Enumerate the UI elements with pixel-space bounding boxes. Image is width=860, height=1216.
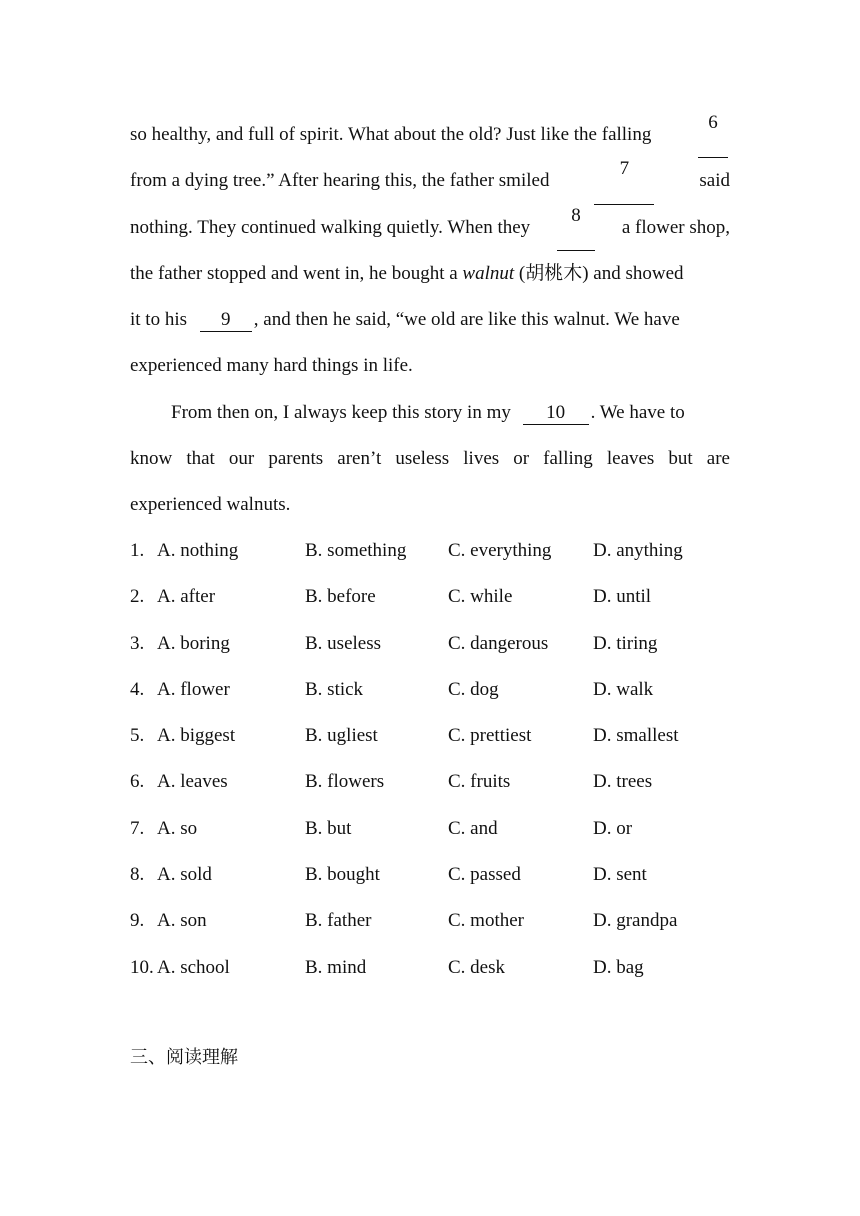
passage-text: (胡桃木) and showed [518, 262, 684, 284]
option-c: C. mother [448, 910, 524, 932]
option-d: D. or [593, 817, 633, 839]
option-row [130, 574, 750, 620]
option-c: C. dog [448, 678, 499, 700]
passage-text: the father stopped and went in, he bought a [130, 262, 458, 284]
question-number: 7. [130, 817, 145, 839]
option-c: C. dangerous [448, 632, 549, 654]
option-row [130, 528, 750, 574]
passage-text: know that our parents aren’t useless lives or falling leaves but are [130, 448, 730, 470]
passage-line-8 [130, 436, 730, 482]
option-b: B. but [305, 817, 352, 839]
option-d: D. bag [593, 956, 644, 978]
option-d: D. anything [593, 540, 683, 561]
option-a: A. flower [157, 678, 230, 700]
option-d: D. grandpa [593, 910, 678, 932]
passage-text: from a dying tree.” After hearing this, the father smiled [130, 170, 550, 192]
passage-line-2 [130, 158, 730, 204]
option-c: C. passed [448, 864, 521, 886]
passage-line-5 [130, 297, 730, 343]
passage-text: , and then he said, “we old are like this walnut. We have [253, 309, 680, 331]
question-number: 2. [130, 586, 145, 608]
option-b: B. before [305, 586, 376, 608]
question-number: 8. [130, 864, 145, 886]
option-row [130, 852, 750, 898]
passage-italic-word: walnut [462, 262, 515, 284]
blank-9: 9 [200, 309, 252, 332]
passage-line-4 [130, 251, 730, 297]
option-d: D. walk [593, 678, 654, 700]
option-c: C. while [448, 586, 513, 608]
option-row [130, 898, 750, 944]
option-a: A. nothing [157, 540, 239, 561]
option-a: A. so [157, 817, 198, 839]
option-d: D. sent [593, 864, 647, 886]
option-row [130, 621, 750, 667]
option-row [130, 667, 750, 713]
passage-line-3 [130, 205, 730, 251]
passage-text: so healthy, and full of spirit. What about the old? Just like the falling [130, 124, 652, 145]
option-b: B. bought [305, 864, 380, 886]
passage [130, 112, 730, 529]
option-b: B. ugliest [305, 725, 378, 747]
option-a: A. boring [157, 632, 230, 654]
question-number: 1. [130, 540, 145, 561]
option-a: A. after [157, 586, 216, 608]
option-a: A. school [157, 956, 230, 978]
option-row [130, 713, 750, 759]
passage-line-7 [130, 390, 730, 436]
option-a: A. sold [157, 864, 212, 886]
option-b: B. stick [305, 678, 364, 700]
passage-text: nothing. They continued walking quietly. When they [130, 216, 531, 238]
passage-text: . We have to [590, 401, 685, 423]
blank-10: 10 [523, 402, 589, 425]
question-number: 5. [130, 725, 145, 747]
option-b: B. father [305, 910, 372, 932]
option-b: B. something [305, 540, 407, 561]
passage-line-9: experienced walnuts. [130, 494, 291, 516]
passage-line-1 [130, 112, 730, 158]
option-d: D. tiring [593, 632, 658, 654]
option-c: C. prettiest [448, 725, 532, 747]
passage-text: it to his [130, 309, 188, 331]
blank-8: 8 [557, 205, 595, 251]
question-number: 6. [130, 771, 145, 793]
option-c: C. desk [448, 956, 505, 978]
answer-options [130, 528, 750, 991]
option-a: A. biggest [157, 725, 236, 747]
question-number: 10. [130, 956, 154, 978]
question-number: 3. [130, 632, 145, 654]
option-row [130, 759, 750, 805]
question-number: 9. [130, 910, 145, 932]
section-heading: 三、阅读理解 [130, 1047, 238, 1068]
option-d: D. until [593, 586, 652, 608]
passage-text: said [699, 170, 730, 192]
passage-line-6: experienced many hard things in life. [130, 355, 413, 377]
option-c: C. everything [448, 540, 552, 561]
passage-text: a flower shop, [621, 216, 730, 238]
option-c: C. fruits [448, 771, 511, 793]
option-row [130, 806, 750, 852]
option-a: A. son [157, 910, 207, 932]
option-d: D. smallest [593, 725, 679, 747]
passage-text: From then on, I always keep this story in my [171, 401, 511, 423]
option-c: C. and [448, 817, 498, 839]
option-a: A. leaves [157, 771, 228, 793]
option-b: B. mind [305, 956, 367, 978]
blank-7: 7 [594, 158, 654, 204]
question-number: 4. [130, 678, 145, 700]
option-row [130, 945, 750, 991]
option-b: B. flowers [305, 771, 385, 793]
blank-6: 6 [698, 112, 728, 158]
option-d: D. trees [593, 771, 653, 793]
option-b: B. useless [305, 632, 381, 654]
